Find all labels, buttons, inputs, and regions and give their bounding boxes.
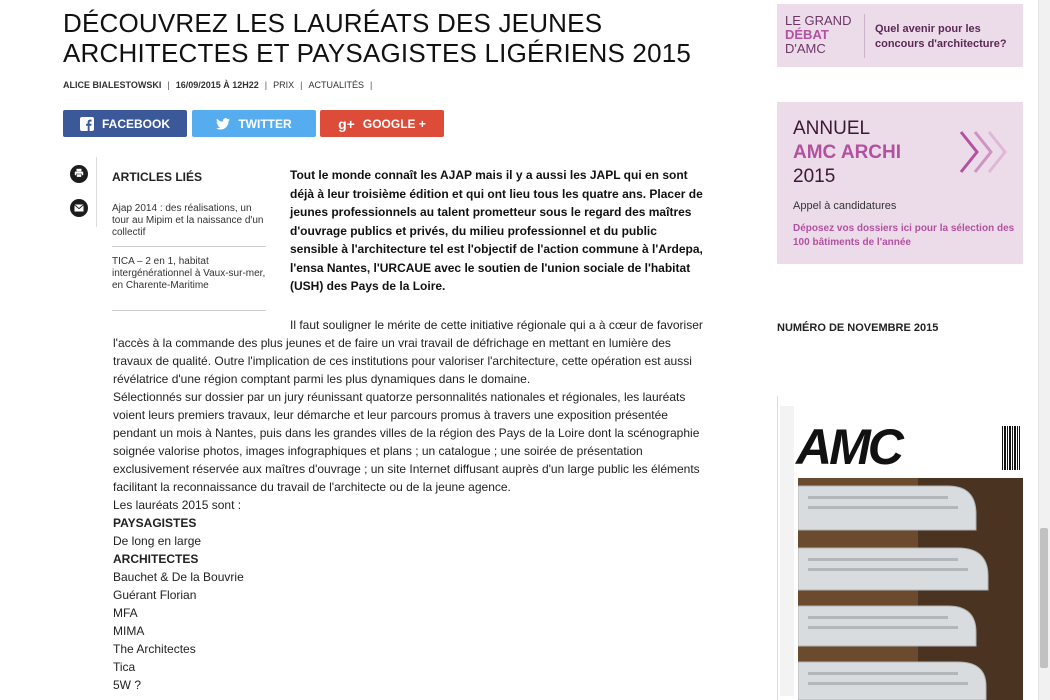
architecte-entry: Tica [113, 660, 136, 674]
architecte-entry: MIMA [113, 624, 145, 638]
architecte-entry: The Architectes [113, 642, 196, 656]
debat-label-line3: D'AMC [785, 41, 826, 56]
laureats-intro: Les lauréats 2015 sont : [113, 498, 242, 512]
article-title [63, 8, 753, 68]
paysagiste-entry: De long en large [113, 534, 202, 548]
facebook-share-button[interactable] [63, 110, 187, 137]
annuel-call-text: Appel à candidatures [793, 200, 897, 212]
related-divider [112, 310, 266, 311]
print-button[interactable] [70, 165, 88, 183]
cover-spine [780, 406, 794, 696]
related-divider [112, 246, 266, 247]
related-article-link[interactable]: Ajap 2014 : des réalisations, un tour au Mipim et la naissance d'un collectif [112, 203, 264, 238]
publish-date: 16/09/2015 À 12H22 [175, 80, 259, 90]
meta-separator: | [167, 80, 170, 90]
debat-divider [864, 14, 865, 58]
twitter-label: TWITTER [238, 116, 292, 131]
print-icon [74, 165, 84, 183]
architecte-entry: 5W ? [113, 678, 142, 692]
email-button[interactable] [70, 199, 88, 217]
google-plus-share-button[interactable] [320, 110, 444, 137]
annuel-amc-archi-banner[interactable] [777, 102, 1023, 264]
author-link[interactable]: ALICE BIALESTOWSKI [63, 80, 162, 90]
google-plus-label: GOOGLE + [362, 116, 426, 131]
article-paragraph: Sélectionnés sur dossier par un jury réunissant quatorze personnalités nationales et régionales, les lauréats voient leurs premiers travaux, leur démarche et leur parcours promus à travers une exposition présentée pendant un mois à Nantes, puis dans les grandes villes de la région des Pays de la Loire dont la scénographie soignée valorise photos, images infographiques et plans ; un catalogue ; une soirée de présentation exclusivement réservée aux maîtres d'ouvrage ; un site Internet diffusant auprès d'un large public les éléments facilitant la reconnaissance du travail de l'architecte ou de la jeune agence. [113, 390, 700, 494]
scrollbar-thumb[interactable] [1040, 528, 1048, 668]
issue-heading: NUMÉRO DE NOVEMBRE 2015 [777, 322, 939, 334]
barcode-icon [1002, 426, 1020, 470]
debat-question-link[interactable]: Quel avenir pour les concours d'architecture? [875, 23, 1007, 50]
magazine-cover-image[interactable] [777, 396, 1023, 700]
twitter-icon [216, 117, 230, 131]
envelope-icon [74, 199, 84, 217]
related-articles-heading: ARTICLES LIÉS [112, 170, 203, 184]
facebook-label: FACEBOOK [101, 116, 170, 131]
architecte-entry: Bauchet & De la Bouvrie [113, 570, 244, 584]
article-title-line2: ARCHITECTES ET PAYSAGISTES LIGÉRIENS 2015 [63, 38, 692, 68]
meta-separator: | [264, 80, 268, 90]
architecte-entry: Guérant Florian [113, 588, 197, 602]
triple-chevron-right-icon [957, 128, 1015, 181]
article-paragraph: Il faut souligner le mérite de cette initiative régionale qui a à cœur de favoriser l'accès à la commande des plus jeunes et de faire un vrai travail de défrichage en mettant en lumière des travaux de qualité. Outre l'implication de ces institutions pour valoriser l'architecture, cette opération est aussi révélatrice d'une région comptant parmi les plus dynamiques dans le domaine. [113, 318, 703, 386]
meta-separator: | [300, 80, 303, 90]
debat-label-line1: LE GRAND [785, 13, 852, 28]
architectes-heading: ARCHITECTES [113, 552, 199, 566]
related-article-link[interactable]: TICA – 2 en 1, habitat intergénérationnel à Vaux-sur-mer, en Charente-Maritime [112, 256, 266, 291]
annuel-title-line3: 2015 [793, 166, 836, 187]
article-body [113, 316, 707, 694]
category-link-prix[interactable]: PRIX [273, 80, 295, 90]
annuel-submit-link[interactable]: Déposez vos dossiers ici pour la sélection des 100 bâtiments de l'année [793, 223, 1015, 248]
paysagistes-heading: PAYSAGISTES [113, 516, 197, 530]
article-meta [63, 80, 372, 90]
facebook-icon [80, 117, 94, 131]
meta-separator: | [369, 80, 373, 90]
debat-label-line2: DÉBAT [785, 27, 829, 42]
twitter-share-button[interactable] [192, 110, 316, 137]
architecte-entry: MFA [113, 606, 138, 620]
google-plus-icon: g+ [338, 115, 355, 132]
cover-logo: AMC [796, 419, 901, 475]
cover-photo [798, 478, 1023, 700]
article-lead: Tout le monde connaît les AJAP mais il y a aussi les JAPL qui en sont déjà à leur troisième édition et qui ont lieu tous les quatre ans. Placer de jeunes professionnels au talent prometteur sous le regard des maîtres d'ouvrage publics et privés, du milieu professionnel et du public sensible à l'architecture tel est l'objectif de l'action commune à l'Ardepa, l'ensa Nantes, l'URCAUE avec le soutien de l'union sociale de l'habitat (USH) des Pays de la Loire. [290, 168, 703, 293]
article-title-line1: DÉCOUVREZ LES LAURÉATS DES JEUNES [63, 8, 603, 38]
grand-debat-banner[interactable] [777, 4, 1023, 67]
annuel-title-line1: ANNUEL [793, 118, 871, 139]
category-link-actualites[interactable]: ACTUALITÉS [308, 80, 364, 90]
annuel-title-line2: AMC ARCHI [793, 142, 902, 163]
